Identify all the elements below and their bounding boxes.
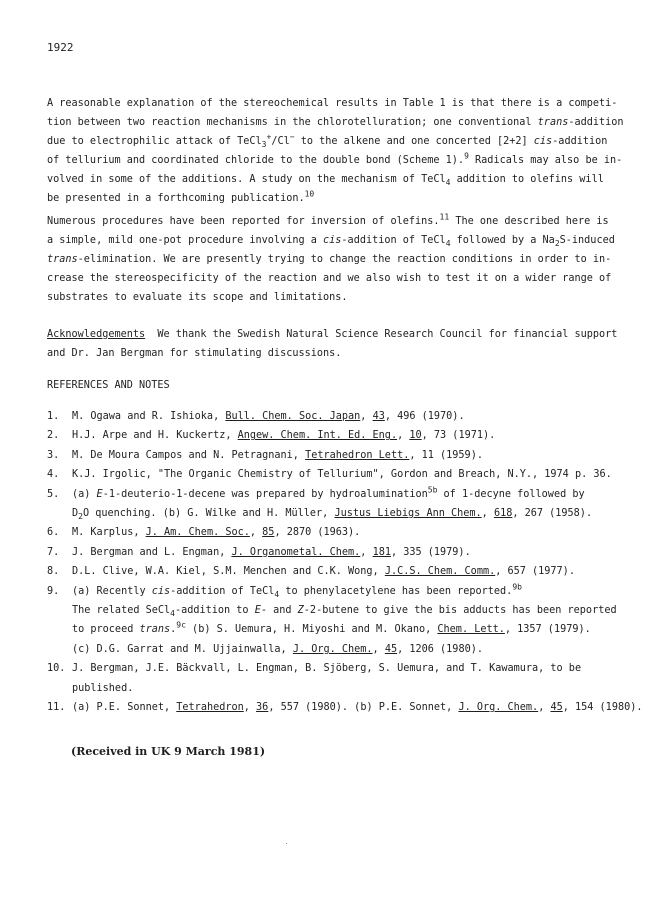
- text-line: a simple, mild one-pot procedure involving a cis-addition of TeCl$_4$ followed by a $Na_2S$-induced: [47, 235, 615, 249]
- reference-item: 4. K.J. Irgolic, "The Organic Chemistry of Tellurium", Gordon and Breach, N.Y., 1974 p. 36.: [47, 469, 612, 481]
- reference-list: [47, 407, 657, 718]
- text-line: Numerous procedures have been reported for inversion of olefins.$^{11}$ The one described here is: [47, 212, 609, 227]
- reference-item: 11. (a) P.E. Sonnet, Tetrahedron, 36, 557 (1980). (b) P.E. Sonnet, J. Org. Chem., 45, 154 (1980).: [47, 702, 643, 714]
- acknowledgements-heading: Acknowledgements: [47, 329, 146, 340]
- text-line: due to electrophilic attack of TeCl$_3$+/Cl− to the alkene and one concerted [2+2] cis-addition: [47, 132, 608, 150]
- text-line: A reasonable explanation of the stereochemical results in Table 1 is that there is a competi-: [47, 98, 618, 109]
- reference-item: 8. D.L. Clive, W.A. Kiel, S.M. Menchen and C.K. Wong, J.C.S. Chem. Comm., 657 (1977).: [47, 566, 575, 578]
- text-line: Acknowledgements We thank the Swedish Natural Science Research Council for financial support: [47, 329, 618, 340]
- received-date-note: (Received in UK 9 March 1981): [71, 745, 266, 758]
- reference-item: 7. J. Bergman and L. Engman, J. Organometal. Chem., 181, 335 (1979).: [47, 546, 471, 558]
- speck-mark: [286, 843, 287, 844]
- reference-item: 5. (a) E-1-deuterio-1-decene was prepared by hydroalumination$^{5b}$ of 1-decyne followed by $D_2O$ quenching. (b) G. Wilke and H. Müller, Justus Liebigs Ann Chem., 618, 267 (1958).: [47, 485, 593, 522]
- text-line: crease the stereospecificity of the reaction and we also wish to test it on a wider range of: [47, 273, 612, 284]
- reference-item: 2. H.J. Arpe and H. Kuckertz, Angew. Chem. Int. Ed. Eng., 10, 73 (1971).: [47, 430, 496, 442]
- reference-item: 6. M. Karplus, J. Am. Chem. Soc., 85, 2870 (1963).: [47, 527, 361, 539]
- reference-item: 1. M. Ogawa and R. Ishioka, Bull. Chem. Soc. Japan, 43, 496 (1970).: [47, 411, 465, 422]
- acknowledgements-paragraph: [47, 325, 647, 363]
- procedure-paragraph: [47, 212, 647, 307]
- text-line: volved in some of the additions. A study on the mechanism of TeCl$_4$ addition to olefins will: [47, 174, 604, 188]
- text-line: be presented in a forthcoming publication.$^{10}$: [47, 189, 315, 204]
- text-line: substrates to evaluate its scope and limitations.: [47, 292, 348, 303]
- text-line: trans-elimination. We are presently trying to change the reaction conditions in order to in-: [47, 254, 612, 265]
- reference-item: 9. (a) Recently cis-addition of TeCl$_4$ to phenylacetylene has been reported.$^{9b}$ The related SeCl$_4$-addition to E- and Z-2-butene to give the bis adducts has been reported to proceed trans.$^{9c}$ (b) S. Uemura, H. Miyoshi and M. Okano, Chem. Lett., 1357 (1979). (c) D.G. Garrat and M. Ujjainwalla, J. Org. Chem., 45, 1206 (1980).: [47, 582, 617, 655]
- reference-item: 10. J. Bergman, J.E. Bäckvall, L. Engman, B. Sjöberg, S. Uemura, and T. Kawamura, to be published.: [47, 663, 582, 694]
- page-number: 1922: [47, 41, 74, 54]
- text-line: of tellurium and coordinated chloride to the double bond (Scheme 1).$^9$ Radicals may also be in-: [47, 151, 623, 166]
- text-line: and Dr. Jan Bergman for stimulating discussions.: [47, 348, 342, 359]
- discussion-paragraph: [47, 94, 647, 208]
- text-line: tion between two reaction mechanisms in the chlorotelluration; one conventional trans-addition: [47, 117, 624, 128]
- references-heading: REFERENCES AND NOTES: [47, 380, 170, 391]
- reference-item: 3. M. De Moura Campos and N. Petragnani, Tetrahedron Lett., 11 (1959).: [47, 449, 483, 461]
